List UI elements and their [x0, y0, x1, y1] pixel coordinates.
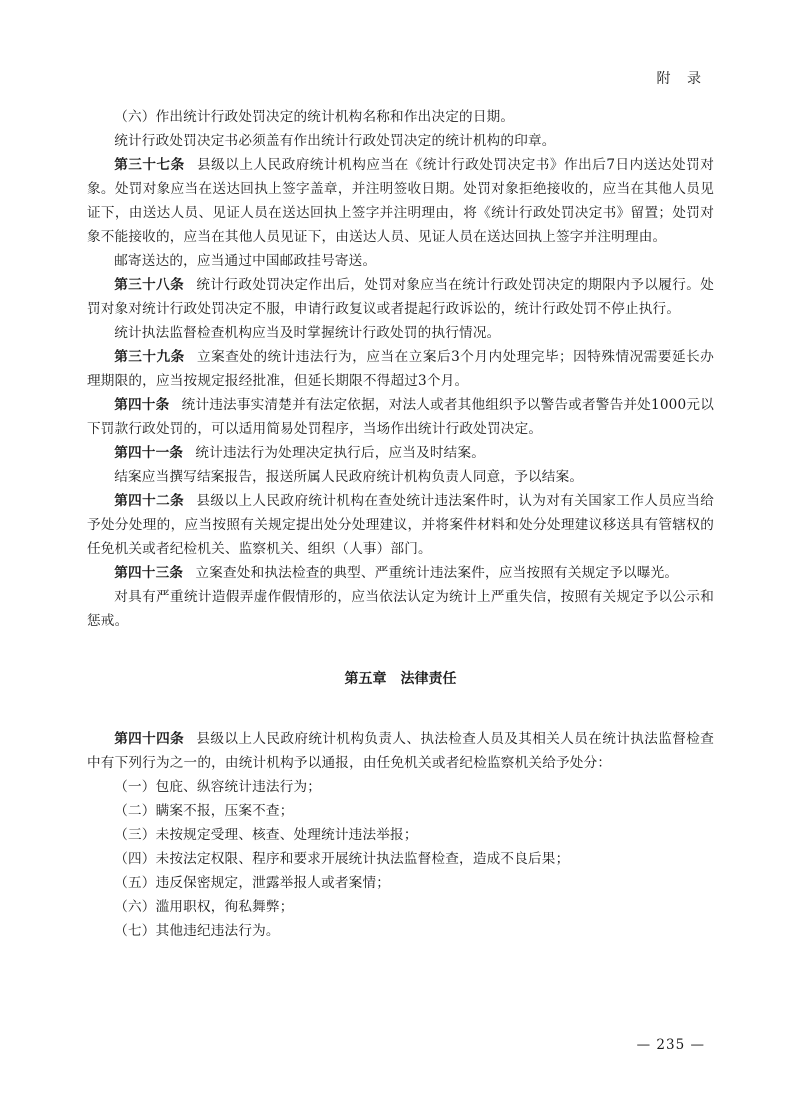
article-paragraph — [87, 441, 714, 465]
body-paragraph — [87, 871, 714, 895]
body-paragraph — [87, 919, 714, 943]
article-number: 第四十一条 — [114, 445, 184, 461]
paragraph-text: （六）滥用职权，徇私舞弊； — [114, 899, 294, 915]
paragraph-text: 统计行政处罚决定书必须盖有作出统计行政处罚决定的统计机构的印章。 — [114, 133, 556, 149]
body-paragraph — [87, 799, 714, 823]
body-paragraph — [87, 847, 714, 871]
articles-section-after — [87, 727, 714, 943]
article-paragraph — [87, 489, 714, 561]
article-number: 第四十二条 — [114, 493, 185, 509]
paragraph-text: （一）包庇、纵容统计违法行为； — [114, 779, 322, 795]
articles-section-before — [87, 105, 714, 633]
body-paragraph — [87, 895, 714, 919]
article-paragraph — [87, 393, 714, 441]
article-paragraph — [87, 727, 714, 775]
body-paragraph — [87, 823, 714, 847]
article-paragraph — [87, 153, 714, 249]
running-header: 附 录 — [656, 71, 707, 87]
paragraph-text: 县级以上人民政府统计机构应当在《统计行政处罚决定书》作出后7日内送达处罚对象。处罚对象应当在送达回执上签字盖章，并注明签收日期。处罚对象拒绝接收的，应当在其他人员见证下，由送达人员、见证人员在送达回执上签字并注明理由，将《统计行政处罚决定书》留置；处罚对象不能接收的，应当在其他人员见证下，由送达人员、见证人员在送达回执上签字并注明理由。 — [87, 157, 715, 245]
body-paragraph — [87, 129, 714, 153]
article-paragraph — [87, 345, 714, 393]
body-paragraph — [87, 585, 714, 633]
paragraph-text: （二）瞒案不报，压案不查； — [114, 803, 294, 819]
paragraph-text: 县级以上人民政府统计机构负责人、执法检查人员及其相关人员在统计执法监督检查中有下列行为之一的，由统计机构予以通报，由任免机关或者纪检监察机关给予处分： — [87, 731, 715, 771]
paragraph-text: 对具有严重统计造假弄虚作假情形的，应当依法认定为统计上严重失信，按照有关规定予以公示和惩戒。 — [87, 589, 714, 629]
paragraph-text: 邮寄送达的，应当通过中国邮政挂号寄送。 — [114, 253, 377, 269]
article-paragraph — [87, 561, 714, 585]
paragraph-text: 结案应当撰写结案报告，报送所属人民政府统计机构负责人同意，予以结案。 — [114, 469, 584, 485]
article-number: 第三十八条 — [114, 277, 185, 293]
body-paragraph — [87, 465, 714, 489]
page-number: — 235 — — [636, 1037, 705, 1053]
article-number: 第四十四条 — [114, 731, 185, 747]
paragraph-text: 统计违法事实清楚并有法定依据，对法人或者其他组织予以警告或者警告并处1000元以下罚款行政处罚的，可以适用简易处罚程序，当场作出统计行政处罚决定。 — [87, 397, 714, 437]
paragraph-text: 县级以上人民政府统计机构在查处统计违法案件时，认为对有关国家工作人员应当给予处分处理的，应当按照有关规定提出处分处理建议，并将案件材料和处分处理建议移送具有管辖权的任免机关或者纪检机关、监察机关、组织（人事）部门。 — [87, 493, 715, 557]
paragraph-text: （三）未按规定受理、核查、处理统计违法举报； — [114, 827, 418, 843]
paragraph-text: （四）未按法定权限、程序和要求开展统计执法监督检查，造成不良后果； — [114, 851, 570, 867]
paragraph-text: 立案查处的统计违法行为，应当在立案后3个月内处理完毕；因特殊情况需要延长办理期限的，应当按规定报经批准，但延长期限不得超过3个月。 — [87, 349, 715, 389]
body-paragraph — [87, 321, 714, 345]
paragraph-text: （五）违反保密规定，泄露举报人或者案情； — [114, 875, 391, 891]
article-number: 第四十条 — [114, 397, 170, 413]
paragraph-text: （六）作出统计行政处罚决定的统计机构名称和作出决定的日期。 — [114, 109, 515, 125]
body-paragraph — [87, 249, 714, 273]
body-text — [87, 105, 714, 943]
paragraph-text: 统计违法行为处理决定执行后，应当及时结案。 — [195, 445, 486, 461]
article-paragraph — [87, 273, 714, 321]
paragraph-text: 立案查处和执法检查的典型、严重统计违法案件，应当按照有关规定予以曝光。 — [195, 565, 679, 581]
article-number: 第三十九条 — [114, 349, 185, 365]
paragraph-text: 统计执法监督检查机构应当及时掌握统计行政处罚的执行情况。 — [114, 325, 501, 341]
chapter-title: 第五章 法律责任 — [344, 671, 457, 687]
paragraph-text: （七）其他违纪违法行为。 — [114, 923, 280, 939]
paragraph-text: 统计行政处罚决定作出后，处罚对象应当在统计行政处罚决定的期限内予以履行。处罚对象对统计行政处罚决定不服，申请行政复议或者提起行政诉讼的，统计行政处罚不停止执行。 — [87, 277, 715, 317]
body-paragraph — [87, 775, 714, 799]
article-number: 第三十七条 — [114, 157, 185, 173]
body-paragraph — [87, 105, 714, 129]
article-number: 第四十三条 — [114, 565, 184, 581]
